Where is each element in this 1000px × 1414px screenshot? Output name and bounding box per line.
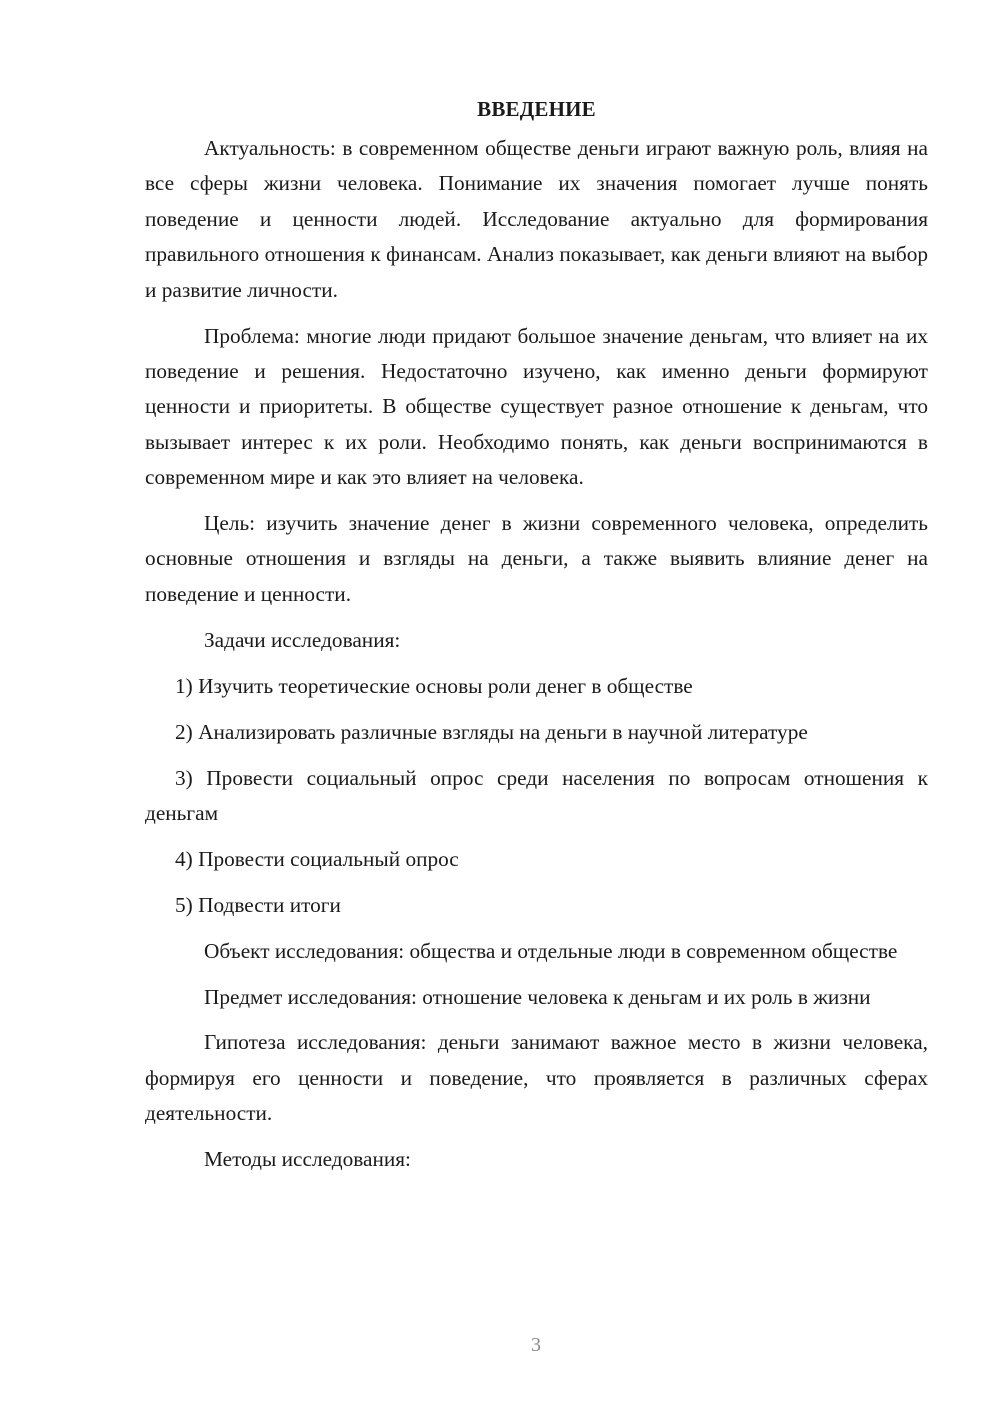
methods-heading: Методы исследования: bbox=[204, 1147, 411, 1172]
problem-paragraph: Проблема: многие люди придают большое значение деньгам, что влияет на их поведение и решения. Недостаточно изучено, как именно деньги формируют ценности и приоритеты. В обществе существует разное отношение к деньгам, что вызывает интерес к их роли. Необходимо понять, как деньги воспринимаются в современном мире и как это влияет на человека. bbox=[145, 323, 928, 490]
relevance-paragraph: Актуальность: в современном обществе деньги играют важную роль, влияя на все сферы жизни человека. Понимание их значения помогает лучше понять поведение и ценности людей. Исследование актуально для формирования правильного отношения к финансам. Анализ показывает, как деньги влияют на выбор и развитие личности. bbox=[145, 136, 928, 302]
subject-paragraph: Предмет исследования: отношение человека к деньгам и их роль в жизни bbox=[204, 984, 871, 1009]
page-content bbox=[145, 92, 928, 1178]
task-item: 2) Анализировать различные взгляды на деньги в научной литературе bbox=[175, 719, 808, 744]
task-item: 4) Провести социальный опрос bbox=[175, 846, 459, 871]
task-item: 5) Подвести итоги bbox=[175, 892, 341, 917]
goal-paragraph: Цель: изучить значение денег в жизни современного человека, определить основные отношения и взгляды на деньги, а также выявить влияние денег на поведение и ценности. bbox=[145, 511, 928, 606]
task-item: 3) Провести социальный опрос среди населения по вопросам отношения к деньгам bbox=[145, 765, 928, 825]
section-title: ВВЕДЕНИЕ bbox=[477, 97, 596, 121]
object-paragraph: Объект исследования: общества и отдельные люди в современном обществе bbox=[204, 938, 898, 963]
page-number: 3 bbox=[531, 1334, 541, 1356]
hypothesis-paragraph: Гипотеза исследования: деньги занимают важное место в жизни человека, формируя его ценности и поведение, что проявляется в различных сферах деятельности. bbox=[145, 1030, 928, 1126]
task-item: 1) Изучить теоретические основы роли денег в обществе bbox=[175, 673, 693, 698]
tasks-heading: Задачи исследования: bbox=[204, 627, 401, 652]
